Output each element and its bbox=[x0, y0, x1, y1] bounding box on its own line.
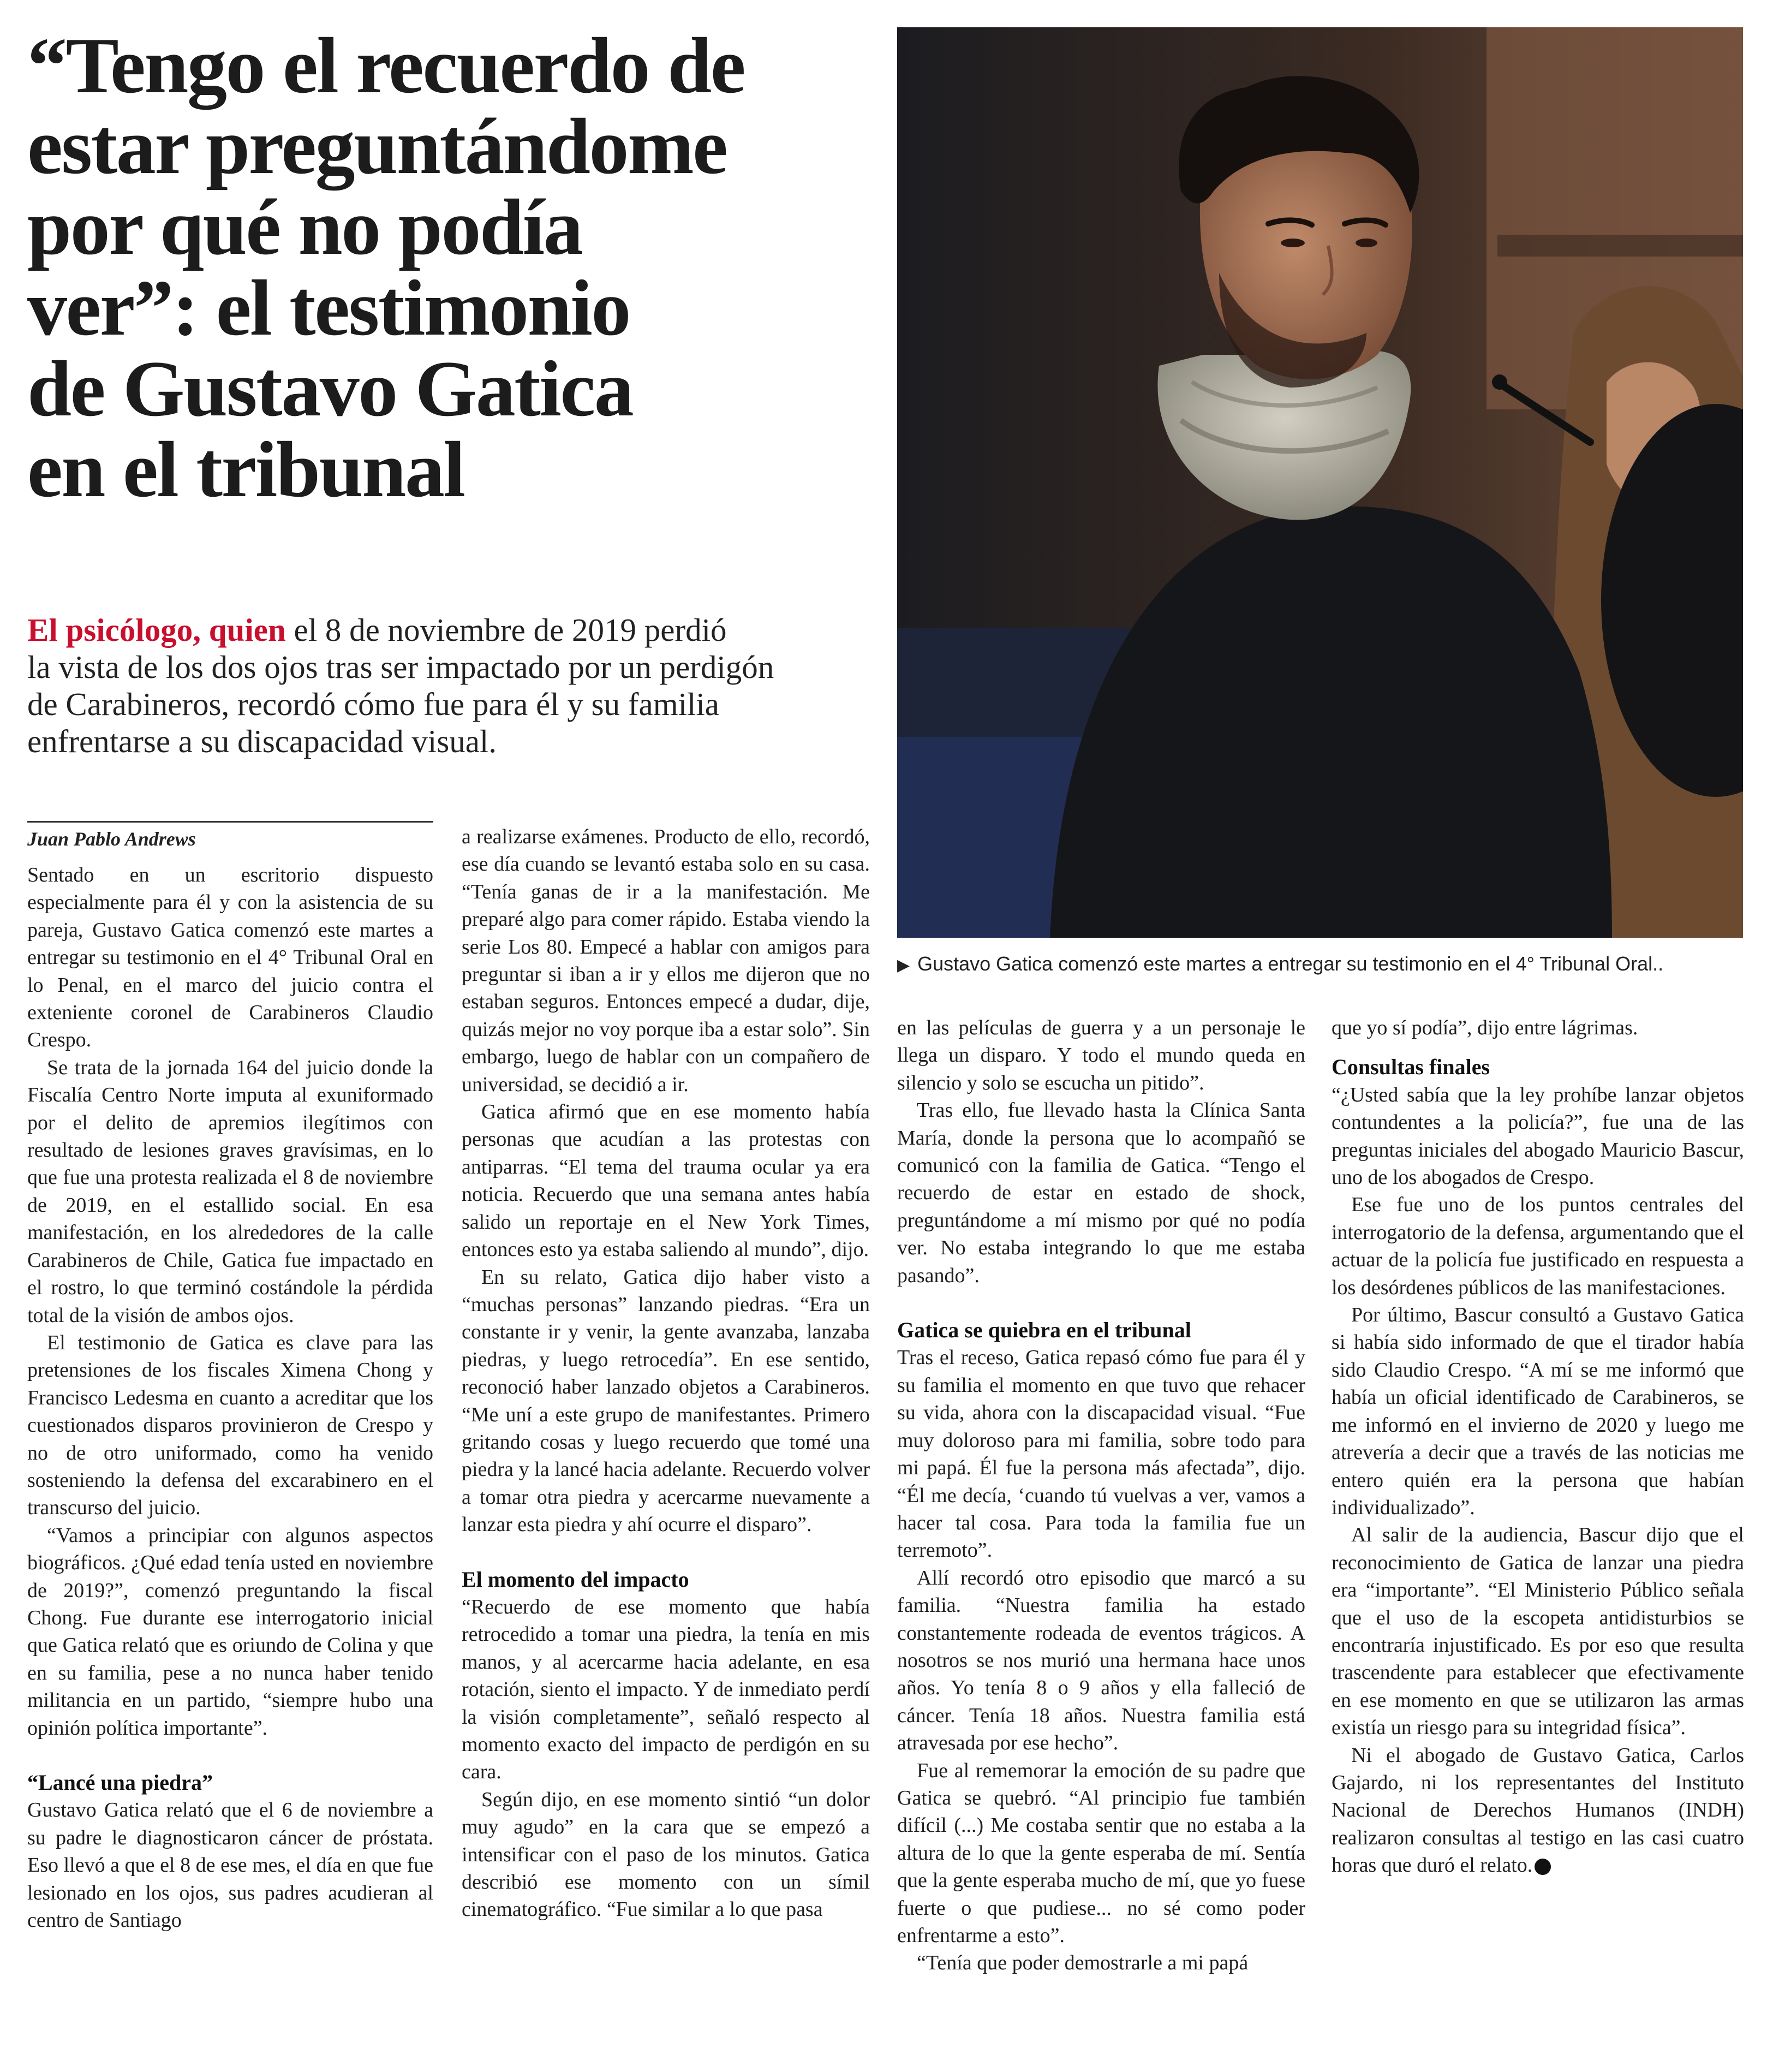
lead-paragraph bbox=[27, 611, 868, 760]
section-heading: El momento del impacto bbox=[462, 1567, 689, 1592]
paragraph: Gustavo Gatica relató que el 6 de noviembre a su padre le diagnosticaron cáncer de próstata. Eso llevó a que el 8 de ese mes, el día en que fue lesionado en los ojos, sus padres acudieran al centro de Santiago bbox=[27, 1799, 433, 1932]
headline-line: ver”: el testimonio bbox=[27, 264, 630, 352]
caption-triangle-icon: ▶ bbox=[897, 956, 910, 974]
lead-highlight: El psicólogo, quien bbox=[27, 612, 286, 648]
paragraph: Se trata de la jornada 164 del juicio donde la Fiscalía Centro Norte imputa al exuniformado por el delito de apremios ilegítimos con resultado de lesiones graves gravísimas, en lo que fue una protesta realizada el 8 de noviembre de 2019, en el estallido social. En esa manifestación, en los alrededores de la calle Carabineros de Chile, Gatica fue impactado en el rostro, lo que terminó costándole la pérdida total de la visión de ambos ojos. bbox=[27, 1056, 433, 1327]
paragraph-text: Ni el abogado de Gustavo Gatica, Carlos Gajardo, ni los representantes del Instituto Nacional de Derechos Humanos (INDH) realizaron consultas al testigo en las casi cuatro horas que duró el relato. bbox=[1332, 1743, 1744, 1877]
column-4 bbox=[1332, 1014, 1744, 1879]
byline: Juan Pablo Andrews bbox=[27, 821, 433, 855]
section-heading: “Lancé una piedra” bbox=[27, 1770, 213, 1795]
section-heading: Consultas finales bbox=[1332, 1055, 1490, 1080]
end-of-article-icon bbox=[1535, 1859, 1551, 1875]
lead-line bbox=[27, 611, 868, 648]
article-photo bbox=[897, 27, 1743, 938]
paragraph bbox=[1332, 1742, 1744, 1879]
paragraph: Ese fue uno de los puntos centrales del interrogatorio de la defensa, argumentando que el actuar de la policía fue justificado en respuesta a los desórdenes públicos de las manifestaciones. bbox=[1332, 1193, 1744, 1299]
paragraph: En su relato, Gatica dijo haber visto a “muchas personas” lanzando piedras. “Era un constante ir y venir, la gente avanzaba, lanzaba piedras, y luego retrocedía”. En ese sentido, reconoció haber lanzado objetos a Carabineros. “Me uní a este grupo de manifestantes. Primero gritando cosas y luego recuerdo que tomé una piedra y la lancé hacia adelante. Recuerdo volver a tomar otra piedra y acercarme nuevamente a lanzar esta piedra y ahí ocurre el disparo”. bbox=[462, 1265, 870, 1537]
column-3 bbox=[897, 1014, 1305, 1977]
paragraph: “¿Usted sabía que la ley prohíbe lanzar objetos contundentes a la policía?”, fue una de las preguntas iniciales del abogado Mauricio Bascur, uno de los abogados de Crespo. bbox=[1332, 1083, 1744, 1189]
lead-line: la vista de los dos ojos tras ser impactado por un perdigón bbox=[27, 649, 774, 685]
headline-line: en el tribunal bbox=[27, 425, 464, 514]
headline-line: de Gustavo Gatica bbox=[27, 344, 633, 433]
paragraph: El testimonio de Gatica es clave para las pretensiones de los fiscales Ximena Chong y Francisco Ledesma en cuanto a acreditar que los cuestionados disparos provinieron de Crespo y no de otro uniformado, como ha venido sosteniendo la defensa del excarabinero en el transcurso del juicio. bbox=[27, 1331, 433, 1520]
paragraph: Sentado en un escritorio dispuesto especialmente para él y con la asistencia de su pareja, Gustavo Gatica comenzó este martes a entregar su testimonio en el 4° Tribunal Oral en lo Penal, en el marco del juicio contra el exteniente coronel de Carabineros Claudio Crespo. bbox=[27, 864, 433, 1052]
paragraph: Al salir de la audiencia, Bascur dijo que el reconocimiento de Gatica de lanzar una piedra era “importante”. “El Ministerio Público señala que el uso de la escopeta antidisturbios se encontraría injustificado. Es por eso que resulta trascendente para establecer que efectivamente en ese momento en que se utilizaron las armas existía un riesgo para su integridad física”. bbox=[1332, 1523, 1744, 1740]
paragraph: Tras el receso, Gatica repasó cómo fue para él y su familia el momento en que tuvo que rehacer su vida, ahora con la discapacidad visual. “Fue muy doloroso para mi familia, sobre todo para mi papá. Él fue la persona más afectada”, dijo. “Él me decía, ‘cuando tú vuelvas a ver, vamos a hacer tal cosa. Para toda la familia fue un terremoto”. bbox=[897, 1346, 1305, 1562]
paragraph: Por último, Bascur consultó a Gustavo Gatica si había sido informado de que el tirador había sido Claudio Crespo. “A mí se me informó que había un oficial identificado de Carabineros, se me informó en el invierno de 2020 y luego me atrevería a decir que a través de las noticias me entero quién era la persona que habían individualizado”. bbox=[1332, 1303, 1744, 1519]
paragraph: Según dijo, en ese momento sintió “un dolor muy agudo” en la cara que se empezó a intensificar con el paso de los minutos. Gatica describió ese momento con un símil cinematográfico. “Fue similar a lo que pasa bbox=[462, 1788, 870, 1921]
photo-caption-text: Gustavo Gatica comenzó este martes a entregar su testimonio en el 4° Tribunal Oral.. bbox=[917, 952, 1664, 975]
headline-line: estar preguntándome bbox=[27, 102, 727, 190]
headline-line: por qué no podía bbox=[27, 183, 582, 271]
headline bbox=[27, 21, 879, 514]
paragraph: Gatica afirmó que en ese momento había personas que acudían a las protestas con antiparras. “El tema del trauma ocular ya era noticia. Recuerdo que una semana antes había salido un reportaje en el New York Times, entonces esto ya estaba saliendo al mundo”, dijo. bbox=[462, 1100, 870, 1261]
paragraph: “Vamos a principiar con algunos aspectos biográficos. ¿Qué edad tenía usted en noviembre de 2019?”, comenzó preguntando la fiscal Chong. Fue durante ese interrogatorio inicial que Gatica relató que es oriundo de Colina y que en su familia, pese a no nunca haber tenido militancia en un partido, “siempre hubo una opinión política importante”. bbox=[27, 1523, 433, 1740]
paragraph: que yo sí podía”, dijo entre lágrimas. bbox=[1332, 1016, 1638, 1039]
column-2 bbox=[462, 823, 870, 1924]
photo-caption bbox=[897, 952, 1748, 978]
headline-line: “Tengo el recuerdo de bbox=[27, 21, 745, 110]
lead-line: de Carabineros, recordó cómo fue para él y su familia bbox=[27, 686, 719, 722]
column-1 bbox=[27, 861, 433, 1934]
paragraph: Allí recordó otro episodio que marcó a su familia. “Nuestra familia ha estado constantemente rodeada de eventos trágicos. A nosotros se nos murió una hermana hace unos años. Yo tenía 8 o 9 años y ella falleció de cáncer. Tenía 18 años. Nuestra familia está atravesada por ese hecho”. bbox=[897, 1566, 1305, 1755]
lead-text: el 8 de noviembre de 2019 perdió bbox=[285, 612, 727, 648]
lead-line: enfrentarse a su discapacidad visual. bbox=[27, 723, 497, 759]
paragraph: Tras ello, fue llevado hasta la Clínica Santa María, donde la persona que lo acompañó se comunicó con la familia de Gatica. “Tengo el recuerdo de estar en estado de shock, preguntándome a mí mismo por qué no podía ver. No estaba integrando lo que me estaba pasando”. bbox=[897, 1099, 1305, 1287]
paragraph: a realizarse exámenes. Producto de ello, recordó, ese día cuando se levantó estaba solo en su casa. “Tenía ganas de ir a la manifestación. Me preparé algo para comer rápido. Estaba viendo la serie Los 80. Empecé a hablar con amigos para preguntar si iban a ir y ellos me dijeron que no estaban seguros. Entonces empecé a dudar, dije, quizás mejor no voy porque iba a estar solo”. Sin embargo, luego de hablar con un compañero de universidad, se decidió a ir. bbox=[462, 825, 870, 1096]
section-heading: Gatica se quiebra en el tribunal bbox=[897, 1318, 1191, 1343]
paragraph: “Tenía que poder demostrarle a mi papá bbox=[917, 1951, 1249, 1975]
paragraph: Fue al rememorar la emoción de su padre que Gatica se quebró. “Al principio fue también difícil (...) Me costaba sentir que no estaba a la altura de lo que la gente esperaba de mí. Sentía que la gente esperaba mucho de mí, que yo fuese fuerte o que pudiese... no sé como poder enfrentarme a esto”. bbox=[897, 1759, 1305, 1947]
paragraph: “Recuerdo de ese momento que había retrocedido a tomar una piedra, la tenía en mis manos, y al acercarme hacia adelante, en esa rotación, siento el impacto. Y de inmediato perdí la visión completamente”, señaló respecto al momento exacto del impacto de perdigón en su cara. bbox=[462, 1595, 870, 1784]
paragraph: en las películas de guerra y a un personaje le llega un disparo. Y todo el mundo queda en silencio y solo se escucha un pitido”. bbox=[897, 1016, 1305, 1094]
